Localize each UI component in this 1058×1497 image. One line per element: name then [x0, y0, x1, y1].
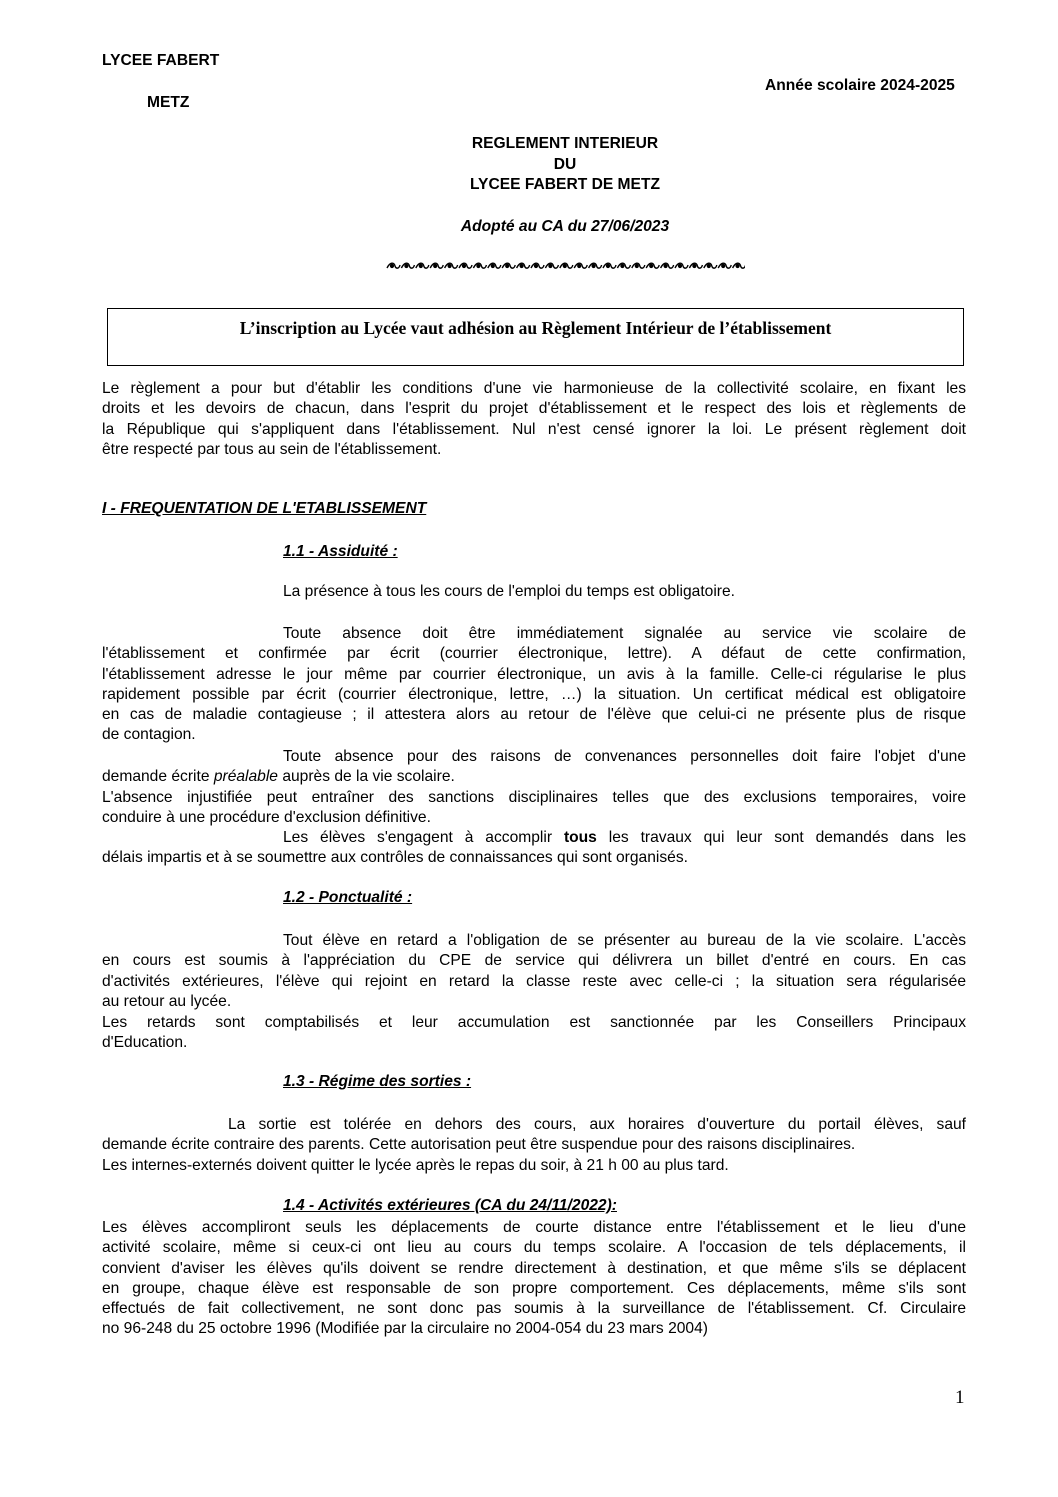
title-line-3: LYCEE FABERT DE METZ	[469, 176, 661, 193]
school-year: Année scolaire 2024-2025	[765, 77, 955, 94]
text-line: en cours est soumis à l'appréciation du CPE de service qui délivrera un billet d'entré en cours. En cas	[102, 952, 966, 970]
text-line: rapidement possible par écrit (courrier électronique, lettre, …) la situation. Un certificat médical est obligatoire	[102, 685, 966, 703]
text-line: en groupe, chaque élève est responsable de son propre comportement. Ces déplacements, même s'ils sont	[102, 1279, 966, 1297]
text-fragment: demande écrite	[102, 768, 214, 786]
section-1-1-p5	[102, 828, 966, 869]
text-line: convient d'aviser les élèves qu'ils doivent se rendre directement à destination, et que même s'ils se déplacent	[102, 1259, 966, 1277]
emphasis-tous: tous	[563, 829, 597, 846]
ornament-dot	[607, 265, 610, 268]
ornament-dot	[491, 265, 494, 268]
ornament-dot	[664, 265, 667, 268]
section-1-1-heading: 1.1 - Assiduité :	[283, 543, 398, 560]
text-line: d'activités extérieures, l'élève qui rejoint en retard la classe reste avec celle-ci ; la situation sera régularisée	[102, 972, 966, 990]
ornament-dot	[592, 265, 595, 268]
ornament-dot	[405, 265, 408, 268]
ornament-dot	[578, 265, 581, 268]
text-line: l'établissement adresse le jour même par courrier électronique, un avis à la famille. Celle-ci régularise le plus	[102, 665, 966, 683]
ornament-dot	[463, 265, 466, 268]
ornament-dot	[506, 265, 509, 268]
ornament-dot	[722, 265, 725, 268]
text-line: no 96-248 du 25 octobre 1996 (Modifiée par la circulaire no 2004-054 du 23 mars 2004)	[102, 1320, 708, 1338]
text-line: effectués de fait collectivement, ne sont donc pas soumis à la surveillance de l'établissement. Cf. Circulaire	[102, 1300, 966, 1318]
notice-box	[107, 308, 964, 366]
ornament-dot	[693, 265, 696, 268]
page-number: 1	[955, 1387, 965, 1408]
section-1-3-p1	[102, 1115, 966, 1176]
ornament-dot	[736, 265, 739, 268]
section-1-1-p3	[102, 747, 966, 788]
intro-paragraph	[102, 379, 966, 460]
ornament-dot	[679, 265, 682, 268]
ornament-dot	[621, 265, 624, 268]
text-fragment: auprès de la vie scolaire.	[278, 768, 455, 786]
text-line: La sortie est tolérée en dehors des cours, aux horaires d'ouverture du portail élèves, sauf	[228, 1116, 966, 1133]
text-line: Tout élève en retard a l'obligation de se présenter au bureau de la vie scolaire. L'accès	[283, 932, 966, 949]
adoption-date: Adopté au CA du 27/06/2023	[460, 218, 670, 235]
ornament-dot	[549, 265, 552, 268]
ornament-dot	[419, 265, 422, 268]
emphasis-prealable: préalable	[213, 768, 278, 786]
section-1-4-p1	[102, 1218, 966, 1340]
text-line: activité scolaire, même si ceux-ci ont lieu au cours du temps scolaire. A l'occasion de tels déplacements, il	[102, 1239, 966, 1257]
text-line: délais impartis et à se soumettre aux contrôles de connaissances qui sont organisés.	[102, 849, 688, 867]
ornament-dot	[535, 265, 538, 268]
text-line	[102, 828, 966, 848]
text-line: en cas de maladie contagieuse ; il attestera alors au retour de l'élève que celui-ci ne présente plus de risque	[102, 706, 966, 724]
ornament-dot	[391, 265, 394, 268]
ornament-dot	[635, 265, 638, 268]
intro-line: droits et les devoirs de chacun, dans l'esprit du projet d'établissement et le respect des lois et règlements de	[102, 400, 966, 418]
section-1-1-p2	[102, 624, 966, 746]
text-line: d'Education.	[102, 1034, 188, 1052]
text-line: Toute absence doit être immédiatement signalée au service vie scolaire de	[283, 625, 966, 642]
ornament-dot	[563, 265, 566, 268]
notice-text: L’inscription au Lycée vaut adhésion au Règlement Intérieur de l’établissement	[239, 318, 832, 338]
text-line	[102, 767, 966, 787]
text-line: L'absence injustifiée peut entraîner des sanctions disciplinaires telles que des exclusions temporaires, voire	[102, 789, 966, 806]
text-line: au retour au lycée.	[102, 992, 232, 1010]
text-fragment: Les élèves s'engagent à accomplir	[283, 829, 564, 846]
ornament-dot	[448, 265, 451, 268]
text-line: Toute absence pour des raisons de convenances personnelles doit faire l'objet d'une	[283, 748, 966, 765]
section-1-heading: I - FREQUENTATION DE L'ETABLISSEMENT	[102, 500, 427, 517]
intro-line: être respecté par tous au sein de l'établissement.	[102, 440, 442, 458]
text-line: conduire à une procédure d'exclusion définitive.	[102, 809, 431, 827]
section-1-1-p1: La présence à tous les cours de l'emploi du temps est obligatoire.	[283, 583, 735, 600]
title-line-2: DU	[553, 156, 577, 173]
section-1-1-p4	[102, 788, 966, 829]
ornament-dot	[477, 265, 480, 268]
text-line: de contagion.	[102, 726, 196, 744]
ornament-dot	[520, 265, 523, 268]
section-1-2-p1	[102, 931, 966, 1012]
intro-line: Le règlement a pour but d'établir les conditions d'une vie harmonieuse de la collectivité scolaire, en fixant les	[102, 380, 966, 397]
section-1-4-heading: 1.4 - Activités extérieures (CA du 24/11/2022):	[283, 1197, 617, 1214]
section-1-2-heading: 1.2 - Ponctualité :	[283, 889, 413, 906]
text-line: Les élèves accompliront seuls les déplacements de courte distance entre l'établissement et le lieu d'une	[102, 1219, 966, 1236]
section-1-3-heading: 1.3 - Régime des sorties :	[283, 1073, 472, 1090]
text-line: l'établissement et confirmée par écrit (courrier électronique, lettre). A défaut de cette confirmation,	[102, 645, 966, 663]
ornament-divider	[385, 260, 745, 272]
school-city: METZ	[147, 94, 190, 111]
ornament-dot	[650, 265, 653, 268]
ornament-dot	[707, 265, 710, 268]
text-fragment: les travaux qui leur sont demandés dans les	[596, 829, 966, 846]
intro-line: la République qui s'appliquent dans l'établissement. Nul n'est censé ignorer la loi. Le présent règlement doit	[102, 420, 966, 438]
text-line: demande écrite contraire des parents. Cette autorisation peut être suspendue pour des raisons disciplinaires.	[102, 1136, 856, 1154]
title-line-1: REGLEMENT INTERIEUR	[471, 135, 659, 152]
text-line: Les retards sont comptabilisés et leur accumulation est sanctionnée par les Conseillers Principaux	[102, 1014, 966, 1031]
text-line: Les internes-externés doivent quitter le lycée après le repas du soir, à 21 h 00 au plus tard.	[102, 1156, 729, 1174]
section-1-2-p2	[102, 1013, 966, 1054]
ornament-dot	[434, 265, 437, 268]
school-name: LYCEE FABERT	[102, 52, 220, 69]
